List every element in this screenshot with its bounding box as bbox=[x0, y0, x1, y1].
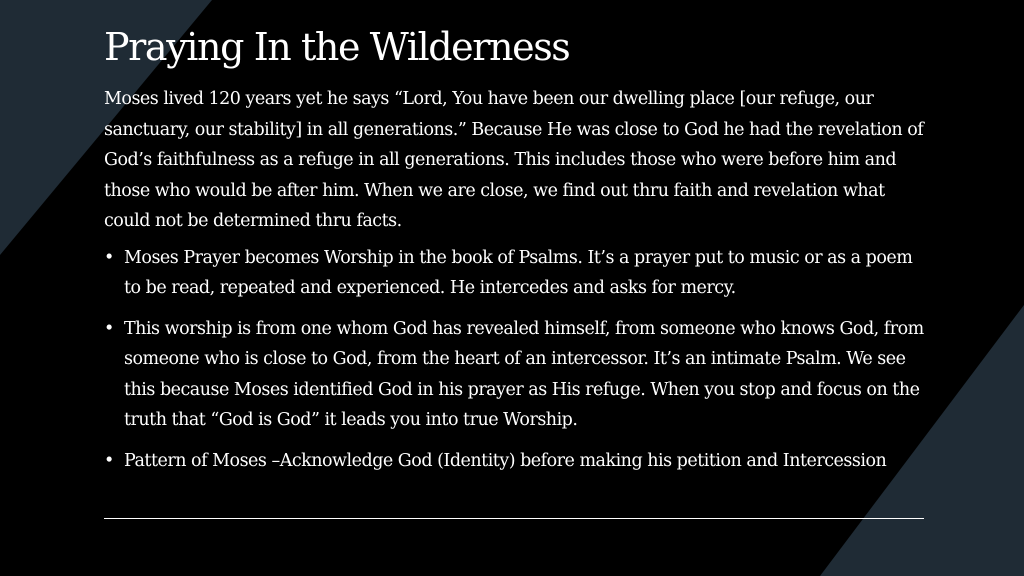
bullet-icon: • bbox=[104, 247, 114, 268]
bullet-item bbox=[104, 446, 924, 477]
bullet-text: Pattern of Moses –Acknowledge God (Identity) before making his petition and Intercession bbox=[124, 450, 887, 471]
bullet-item bbox=[104, 243, 924, 304]
bullet-text: This worship is from one whom God has revealed himself, from someone who knows God, from someone who is close to God, from the heart of an intercessor. It’s an intimate Psalm. We see this because Moses identified God in his prayer as His refuge. When you stop and focus on the truth that “God is God” it leads you into true Worship. bbox=[124, 318, 924, 430]
bullet-item bbox=[104, 314, 924, 436]
bullet-list bbox=[104, 243, 924, 477]
bullet-icon: • bbox=[104, 450, 114, 471]
bullet-text: Moses Prayer becomes Worship in the book of Psalms. It’s a prayer put to music or as a poem to be read, repeated and experienced. He intercedes and asks for mercy. bbox=[124, 247, 913, 298]
slide-content bbox=[104, 24, 924, 486]
bullet-icon: • bbox=[104, 318, 114, 339]
slide-title: Praying In the Wilderness bbox=[104, 25, 570, 69]
bottom-divider bbox=[104, 518, 924, 519]
intro-paragraph: Moses lived 120 years yet he says “Lord, You have been our dwelling place [our refuge, our sanctuary, our stability] in all generations.” Because He was close to God he had the revelation of God’s faithfulness as a refuge in all generations. This includes those who were before him and those who would be after him. When we are close, we find out thru faith and revelation what could not be determined thru facts. bbox=[104, 89, 924, 231]
